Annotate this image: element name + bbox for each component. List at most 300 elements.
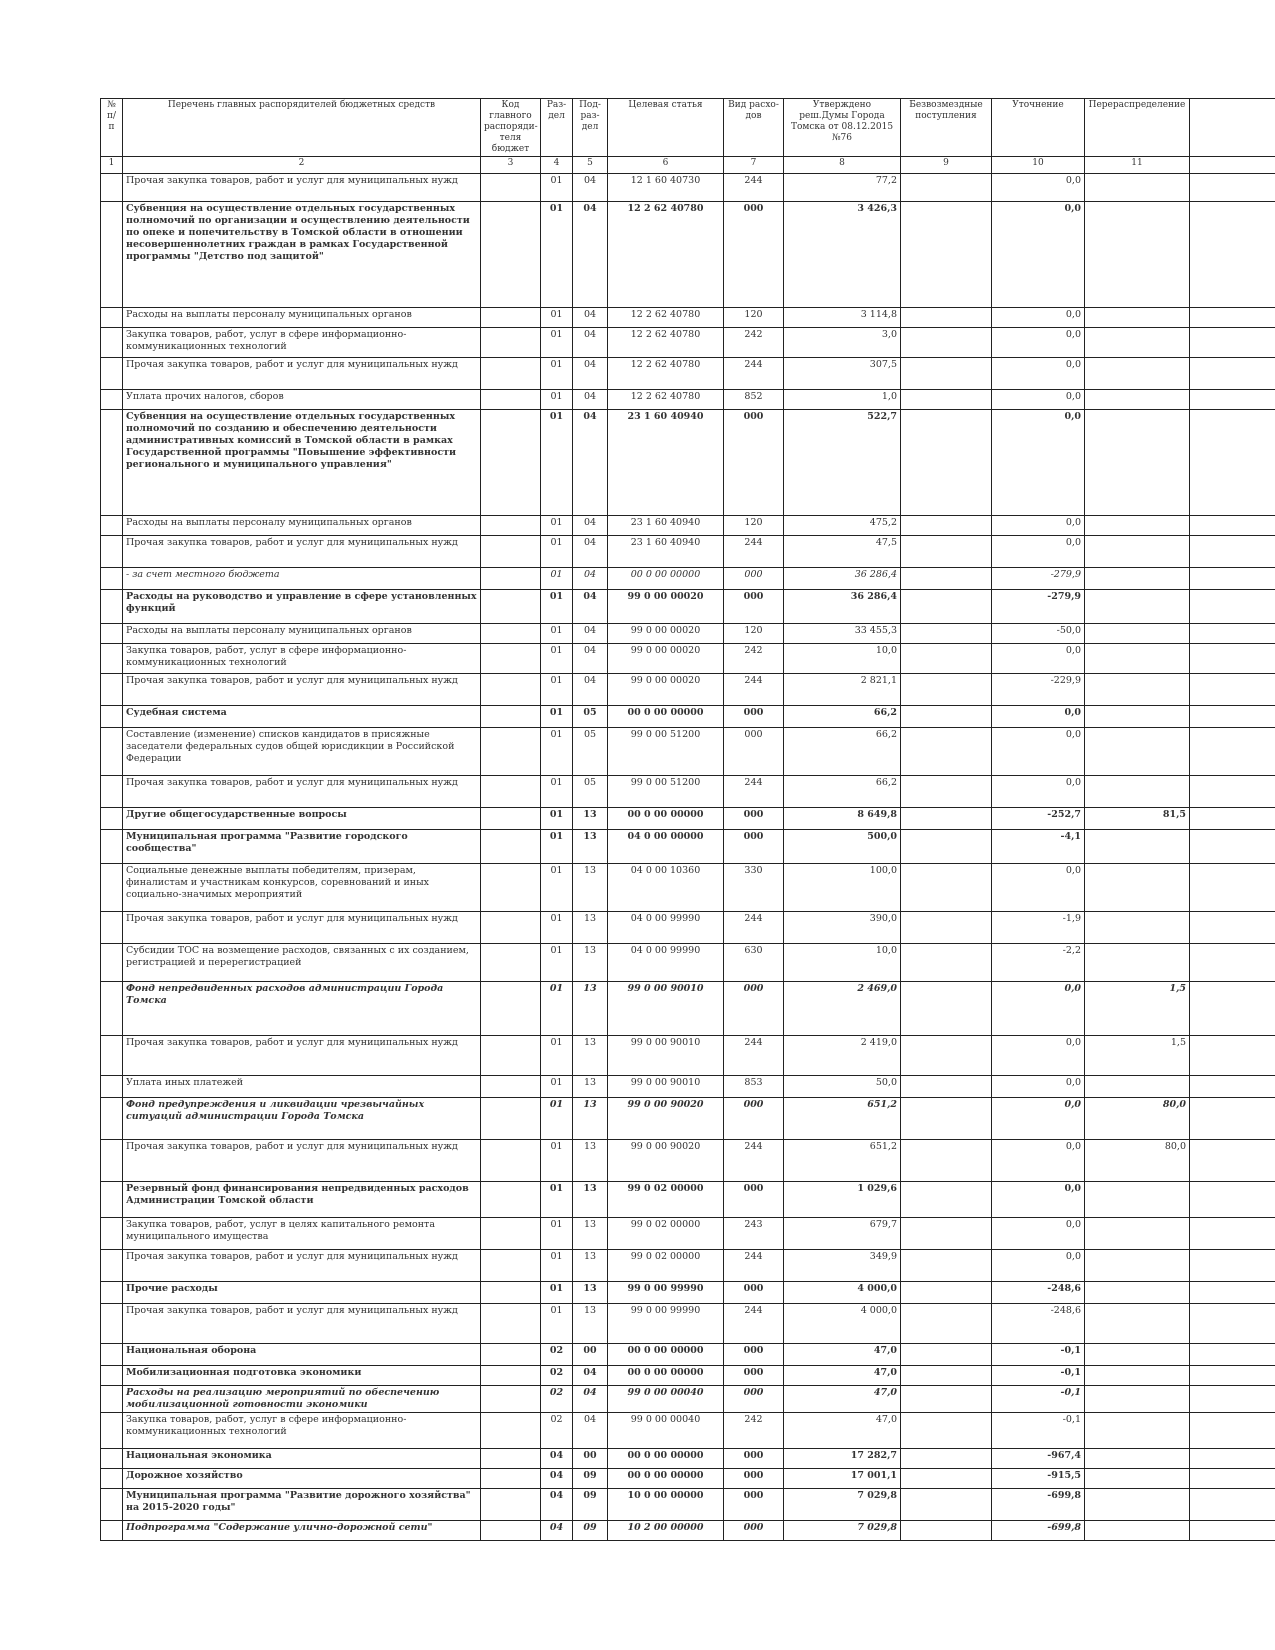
col-header-razdel: Раз-дел <box>541 99 573 157</box>
cell-target: 00 0 00 00000 <box>608 568 724 590</box>
cell-clarification: 0,0 <box>992 390 1085 410</box>
cell-approved: 349,9 <box>784 1250 901 1282</box>
cell-type: 120 <box>724 624 784 644</box>
cell-approved: 66,2 <box>784 776 901 808</box>
cell-code <box>481 1386 541 1413</box>
cell-free-receipts <box>901 516 992 536</box>
cell-code <box>481 1250 541 1282</box>
cell-clarification: -4,1 <box>992 830 1085 864</box>
table-row <box>101 1098 1275 1140</box>
cell-code <box>481 1449 541 1469</box>
cell-approved: 2 821,1 <box>784 674 901 706</box>
cell-approved: 100,0 <box>784 864 901 912</box>
cell-razdel: 01 <box>541 1250 573 1282</box>
cell-code <box>481 1282 541 1304</box>
cell-clarification: 0,0 <box>992 1182 1085 1218</box>
cell-code <box>481 1521 541 1541</box>
cell-target: 12 2 62 40780 <box>608 358 724 390</box>
cell-extra <box>1190 1076 1275 1098</box>
cell-podrazdel: 04 <box>573 516 608 536</box>
cell-type: 244 <box>724 1140 784 1182</box>
cell-name: Муниципальная программа "Развитие дорожного хозяйства" на 2015-2020 годы" <box>123 1489 481 1521</box>
cell-free-receipts <box>901 410 992 516</box>
cell-approved: 2 419,0 <box>784 1036 901 1076</box>
table-row <box>101 1413 1275 1449</box>
cell-extra <box>1190 674 1275 706</box>
cell-type: 242 <box>724 1413 784 1449</box>
table-row <box>101 202 1275 308</box>
cell-name: Фонд непредвиденных расходов администрации Города Томска <box>123 982 481 1036</box>
table-row <box>101 1304 1275 1344</box>
table-row <box>101 390 1275 410</box>
cell-num <box>101 808 123 830</box>
cell-type: 000 <box>724 728 784 776</box>
cell-type: 244 <box>724 358 784 390</box>
cell-target: 23 1 60 40940 <box>608 536 724 568</box>
cell-name: Прочая закупка товаров, работ и услуг для муниципальных нужд <box>123 358 481 390</box>
cell-extra <box>1190 516 1275 536</box>
cell-extra <box>1190 624 1275 644</box>
cell-target: 10 0 00 00000 <box>608 1489 724 1521</box>
cell-approved: 36 286,4 <box>784 568 901 590</box>
cell-clarification: -0,1 <box>992 1413 1085 1449</box>
cell-razdel: 02 <box>541 1344 573 1366</box>
col-num-5: 5 <box>573 157 608 174</box>
col-num-8: 8 <box>784 157 901 174</box>
cell-extra <box>1190 1250 1275 1282</box>
cell-num <box>101 1218 123 1250</box>
cell-target: 04 0 00 99990 <box>608 912 724 944</box>
cell-num <box>101 864 123 912</box>
col-num-9: 9 <box>901 157 992 174</box>
cell-num <box>101 1140 123 1182</box>
cell-podrazdel: 04 <box>573 590 608 624</box>
cell-approved: 47,5 <box>784 536 901 568</box>
cell-name: - за счет местного бюджета <box>123 568 481 590</box>
cell-num <box>101 202 123 308</box>
cell-clarification: -0,1 <box>992 1366 1085 1386</box>
cell-razdel: 01 <box>541 390 573 410</box>
cell-num <box>101 1250 123 1282</box>
cell-razdel: 02 <box>541 1413 573 1449</box>
cell-num <box>101 308 123 328</box>
cell-target: 99 0 00 00020 <box>608 674 724 706</box>
cell-extra <box>1190 308 1275 328</box>
table-row <box>101 410 1275 516</box>
table-row <box>101 590 1275 624</box>
cell-free-receipts <box>901 830 992 864</box>
cell-razdel: 01 <box>541 1140 573 1182</box>
cell-num <box>101 390 123 410</box>
cell-type: 630 <box>724 944 784 982</box>
cell-name: Прочая закупка товаров, работ и услуг для муниципальных нужд <box>123 776 481 808</box>
cell-type: 000 <box>724 1469 784 1489</box>
cell-free-receipts <box>901 536 992 568</box>
cell-podrazdel: 13 <box>573 1250 608 1282</box>
cell-clarification: -248,6 <box>992 1282 1085 1304</box>
cell-razdel: 01 <box>541 624 573 644</box>
col-num-4: 4 <box>541 157 573 174</box>
cell-target: 99 0 00 51200 <box>608 728 724 776</box>
cell-code <box>481 1489 541 1521</box>
cell-name: Дорожное хозяйство <box>123 1469 481 1489</box>
cell-code <box>481 776 541 808</box>
cell-name: Уплата иных платежей <box>123 1076 481 1098</box>
cell-code <box>481 982 541 1036</box>
cell-name: Уплата прочих налогов, сборов <box>123 390 481 410</box>
cell-razdel: 01 <box>541 982 573 1036</box>
budget-table-body <box>101 174 1275 1541</box>
cell-code <box>481 358 541 390</box>
cell-approved: 390,0 <box>784 912 901 944</box>
cell-approved: 651,2 <box>784 1098 901 1140</box>
cell-target: 99 0 02 00000 <box>608 1218 724 1250</box>
cell-free-receipts <box>901 944 992 982</box>
cell-type: 120 <box>724 308 784 328</box>
cell-podrazdel: 13 <box>573 1140 608 1182</box>
cell-clarification: -50,0 <box>992 624 1085 644</box>
cell-name: Муниципальная программа "Развитие городского сообщества" <box>123 830 481 864</box>
cell-podrazdel: 04 <box>573 536 608 568</box>
cell-target: 12 2 62 40780 <box>608 308 724 328</box>
cell-code <box>481 390 541 410</box>
cell-approved: 500,0 <box>784 830 901 864</box>
cell-code <box>481 808 541 830</box>
table-row <box>101 1250 1275 1282</box>
col-num-extra <box>1190 157 1275 174</box>
cell-name: Социальные денежные выплаты победителям, призерам, финалистам и участникам конкурсов, соревнований и иных социально-значимых мероприятий <box>123 864 481 912</box>
cell-extra <box>1190 864 1275 912</box>
cell-redistribution <box>1085 1076 1190 1098</box>
cell-type: 244 <box>724 912 784 944</box>
cell-approved: 307,5 <box>784 358 901 390</box>
cell-type: 120 <box>724 516 784 536</box>
cell-num <box>101 536 123 568</box>
cell-code <box>481 516 541 536</box>
cell-razdel: 01 <box>541 706 573 728</box>
cell-clarification: -279,9 <box>992 590 1085 624</box>
cell-name: Прочая закупка товаров, работ и услуг для муниципальных нужд <box>123 1250 481 1282</box>
cell-extra <box>1190 912 1275 944</box>
cell-extra <box>1190 1449 1275 1469</box>
cell-clarification: -2,2 <box>992 944 1085 982</box>
cell-podrazdel: 09 <box>573 1469 608 1489</box>
cell-redistribution <box>1085 516 1190 536</box>
cell-free-receipts <box>901 1366 992 1386</box>
cell-type: 000 <box>724 982 784 1036</box>
cell-approved: 47,0 <box>784 1344 901 1366</box>
cell-target: 12 2 62 40780 <box>608 328 724 358</box>
cell-free-receipts <box>901 1449 992 1469</box>
cell-name: Закупка товаров, работ, услуг в сфере информационно-коммуникационных технологий <box>123 644 481 674</box>
cell-num <box>101 328 123 358</box>
cell-code <box>481 1304 541 1344</box>
cell-clarification: -0,1 <box>992 1344 1085 1366</box>
cell-name: Национальная экономика <box>123 1449 481 1469</box>
cell-extra <box>1190 328 1275 358</box>
cell-free-receipts <box>901 1413 992 1449</box>
cell-podrazdel: 13 <box>573 1098 608 1140</box>
cell-redistribution <box>1085 624 1190 644</box>
cell-name: Субвенция на осуществление отдельных государственных полномочий по созданию и обеспечению деятельности административных комиссий в Томской области в рамках Государственной программы "Повышение эффективности регионального и муниципального управления" <box>123 410 481 516</box>
cell-extra <box>1190 358 1275 390</box>
cell-code <box>481 1344 541 1366</box>
cell-approved: 47,0 <box>784 1386 901 1413</box>
table-row <box>101 624 1275 644</box>
cell-name: Составление (изменение) списков кандидатов в присяжные заседатели федеральных судов общей юрисдикции в Российской Федерации <box>123 728 481 776</box>
cell-razdel: 04 <box>541 1449 573 1469</box>
table-row <box>101 1140 1275 1182</box>
cell-name: Прочая закупка товаров, работ и услуг для муниципальных нужд <box>123 1304 481 1344</box>
cell-clarification: -699,8 <box>992 1489 1085 1521</box>
cell-num <box>101 410 123 516</box>
cell-razdel: 02 <box>541 1386 573 1413</box>
cell-redistribution <box>1085 174 1190 202</box>
cell-code <box>481 1218 541 1250</box>
table-row <box>101 830 1275 864</box>
col-header-redistribution: Перераспределение <box>1085 99 1190 157</box>
cell-razdel: 01 <box>541 808 573 830</box>
cell-extra <box>1190 536 1275 568</box>
cell-clarification: 0,0 <box>992 358 1085 390</box>
cell-free-receipts <box>901 776 992 808</box>
cell-extra <box>1190 568 1275 590</box>
cell-extra <box>1190 1036 1275 1076</box>
cell-type: 242 <box>724 328 784 358</box>
cell-clarification: -915,5 <box>992 1469 1085 1489</box>
cell-podrazdel: 04 <box>573 358 608 390</box>
cell-redistribution <box>1085 568 1190 590</box>
cell-type: 000 <box>724 202 784 308</box>
cell-name: Подпрограмма "Содержание улично-дорожной сети" <box>123 1521 481 1541</box>
cell-extra <box>1190 808 1275 830</box>
cell-razdel: 01 <box>541 644 573 674</box>
cell-extra <box>1190 1344 1275 1366</box>
cell-num <box>101 982 123 1036</box>
cell-name: Расходы на выплаты персоналу муниципальных органов <box>123 308 481 328</box>
cell-clarification: -699,8 <box>992 1521 1085 1541</box>
cell-extra <box>1190 1282 1275 1304</box>
cell-num <box>101 1386 123 1413</box>
cell-name: Прочая закупка товаров, работ и услуг для муниципальных нужд <box>123 536 481 568</box>
cell-clarification: 0,0 <box>992 728 1085 776</box>
cell-extra <box>1190 944 1275 982</box>
cell-code <box>481 864 541 912</box>
cell-num <box>101 1098 123 1140</box>
cell-razdel: 01 <box>541 912 573 944</box>
cell-code <box>481 706 541 728</box>
cell-podrazdel: 04 <box>573 1413 608 1449</box>
col-header-extra <box>1190 99 1275 157</box>
cell-num <box>101 776 123 808</box>
cell-podrazdel: 13 <box>573 1036 608 1076</box>
cell-razdel: 04 <box>541 1469 573 1489</box>
table-row <box>101 808 1275 830</box>
cell-code <box>481 202 541 308</box>
table-row <box>101 1366 1275 1386</box>
col-num-7: 7 <box>724 157 784 174</box>
cell-approved: 2 469,0 <box>784 982 901 1036</box>
cell-name: Субвенция на осуществление отдельных государственных полномочий по организации и осуществлению деятельности по опеке и попечительству в Томской области в отношении несовершеннолетних граждан в рамках Государственной программы "Детство под защитой" <box>123 202 481 308</box>
cell-clarification: 0,0 <box>992 1076 1085 1098</box>
cell-target: 99 0 00 00020 <box>608 590 724 624</box>
col-header-target: Целевая статья <box>608 99 724 157</box>
cell-free-receipts <box>901 808 992 830</box>
cell-podrazdel: 09 <box>573 1521 608 1541</box>
cell-type: 242 <box>724 644 784 674</box>
cell-target: 12 2 62 40780 <box>608 390 724 410</box>
cell-free-receipts <box>901 202 992 308</box>
cell-target: 04 0 00 00000 <box>608 830 724 864</box>
table-row <box>101 516 1275 536</box>
cell-name: Фонд предупреждения и ликвидации чрезвычайных ситуаций администрации Города Томска <box>123 1098 481 1140</box>
cell-type: 000 <box>724 1386 784 1413</box>
cell-name: Прочая закупка товаров, работ и услуг для муниципальных нужд <box>123 174 481 202</box>
cell-extra <box>1190 1182 1275 1218</box>
cell-free-receipts <box>901 1386 992 1413</box>
cell-type: 000 <box>724 590 784 624</box>
cell-redistribution: 80,0 <box>1085 1140 1190 1182</box>
cell-num <box>101 1413 123 1449</box>
budget-sheet <box>100 98 1275 1650</box>
cell-approved: 47,0 <box>784 1366 901 1386</box>
table-row <box>101 308 1275 328</box>
cell-target: 12 1 60 40730 <box>608 174 724 202</box>
table-row <box>101 568 1275 590</box>
cell-extra <box>1190 1366 1275 1386</box>
cell-podrazdel: 13 <box>573 1076 608 1098</box>
cell-podrazdel: 13 <box>573 944 608 982</box>
cell-redistribution <box>1085 390 1190 410</box>
cell-target: 04 0 00 10360 <box>608 864 724 912</box>
cell-name: Другие общегосударственные вопросы <box>123 808 481 830</box>
cell-podrazdel: 13 <box>573 982 608 1036</box>
cell-free-receipts <box>901 390 992 410</box>
cell-clarification: 0,0 <box>992 174 1085 202</box>
cell-clarification: -248,6 <box>992 1304 1085 1344</box>
cell-free-receipts <box>901 1469 992 1489</box>
cell-extra <box>1190 982 1275 1036</box>
cell-redistribution <box>1085 1282 1190 1304</box>
cell-name: Закупка товаров, работ, услуг в сфере информационно-коммуникационных технологий <box>123 1413 481 1449</box>
cell-podrazdel: 04 <box>573 1386 608 1413</box>
cell-approved: 1,0 <box>784 390 901 410</box>
cell-redistribution <box>1085 1489 1190 1521</box>
cell-approved: 4 000,0 <box>784 1304 901 1344</box>
cell-approved: 7 029,8 <box>784 1521 901 1541</box>
cell-target: 99 0 00 90010 <box>608 1036 724 1076</box>
cell-type: 244 <box>724 536 784 568</box>
cell-num <box>101 1076 123 1098</box>
cell-razdel: 01 <box>541 674 573 706</box>
cell-target: 99 0 02 00000 <box>608 1182 724 1218</box>
cell-target: 99 0 00 90010 <box>608 1076 724 1098</box>
cell-podrazdel: 04 <box>573 1366 608 1386</box>
cell-name: Расходы на выплаты персоналу муниципальных органов <box>123 624 481 644</box>
cell-podrazdel: 13 <box>573 864 608 912</box>
table-row <box>101 644 1275 674</box>
cell-clarification: 0,0 <box>992 982 1085 1036</box>
cell-clarification: 0,0 <box>992 1218 1085 1250</box>
cell-podrazdel: 04 <box>573 328 608 358</box>
cell-target: 00 0 00 00000 <box>608 808 724 830</box>
cell-code <box>481 674 541 706</box>
table-row <box>101 1076 1275 1098</box>
cell-num <box>101 568 123 590</box>
cell-clarification: 0,0 <box>992 328 1085 358</box>
cell-clarification: 0,0 <box>992 1140 1085 1182</box>
cell-approved: 17 282,7 <box>784 1449 901 1469</box>
cell-free-receipts <box>901 174 992 202</box>
cell-free-receipts <box>901 568 992 590</box>
cell-target: 99 0 00 90020 <box>608 1140 724 1182</box>
col-header-clarification: Уточнение <box>992 99 1085 157</box>
cell-code <box>481 830 541 864</box>
cell-razdel: 01 <box>541 728 573 776</box>
table-row <box>101 1344 1275 1366</box>
cell-num <box>101 674 123 706</box>
cell-redistribution <box>1085 308 1190 328</box>
cell-target: 99 0 00 00040 <box>608 1386 724 1413</box>
cell-name: Прочая закупка товаров, работ и услуг для муниципальных нужд <box>123 912 481 944</box>
cell-podrazdel: 13 <box>573 1304 608 1344</box>
cell-podrazdel: 13 <box>573 912 608 944</box>
cell-razdel: 01 <box>541 1076 573 1098</box>
cell-target: 23 1 60 40940 <box>608 516 724 536</box>
cell-code <box>481 410 541 516</box>
cell-approved: 3,0 <box>784 328 901 358</box>
col-header-approved: Утверждено реш.Думы Города Томска от 08.12.2015 №76 <box>784 99 901 157</box>
cell-target: 00 0 00 00000 <box>608 1344 724 1366</box>
cell-free-receipts <box>901 1282 992 1304</box>
cell-redistribution <box>1085 776 1190 808</box>
cell-redistribution <box>1085 1218 1190 1250</box>
cell-num <box>101 1489 123 1521</box>
cell-podrazdel: 04 <box>573 390 608 410</box>
cell-type: 000 <box>724 1489 784 1521</box>
column-number-row <box>101 157 1275 174</box>
cell-target: 99 0 00 90020 <box>608 1098 724 1140</box>
table-row <box>101 728 1275 776</box>
cell-code <box>481 174 541 202</box>
cell-type: 000 <box>724 706 784 728</box>
cell-free-receipts <box>901 644 992 674</box>
cell-redistribution <box>1085 202 1190 308</box>
cell-podrazdel: 00 <box>573 1344 608 1366</box>
cell-podrazdel: 04 <box>573 674 608 706</box>
cell-code <box>481 308 541 328</box>
col-header-type: Вид расхо-дов <box>724 99 784 157</box>
cell-razdel: 01 <box>541 1182 573 1218</box>
table-row <box>101 1036 1275 1076</box>
cell-code <box>481 644 541 674</box>
cell-razdel: 01 <box>541 308 573 328</box>
cell-type: 243 <box>724 1218 784 1250</box>
cell-razdel: 01 <box>541 410 573 516</box>
cell-type: 000 <box>724 568 784 590</box>
table-row <box>101 912 1275 944</box>
cell-redistribution <box>1085 944 1190 982</box>
col-num-2: 2 <box>123 157 481 174</box>
cell-razdel: 04 <box>541 1521 573 1541</box>
header-row <box>101 99 1275 157</box>
cell-podrazdel: 04 <box>573 308 608 328</box>
cell-redistribution <box>1085 1344 1190 1366</box>
budget-table <box>100 98 1275 1541</box>
cell-razdel: 02 <box>541 1366 573 1386</box>
cell-redistribution <box>1085 706 1190 728</box>
cell-type: 000 <box>724 1282 784 1304</box>
